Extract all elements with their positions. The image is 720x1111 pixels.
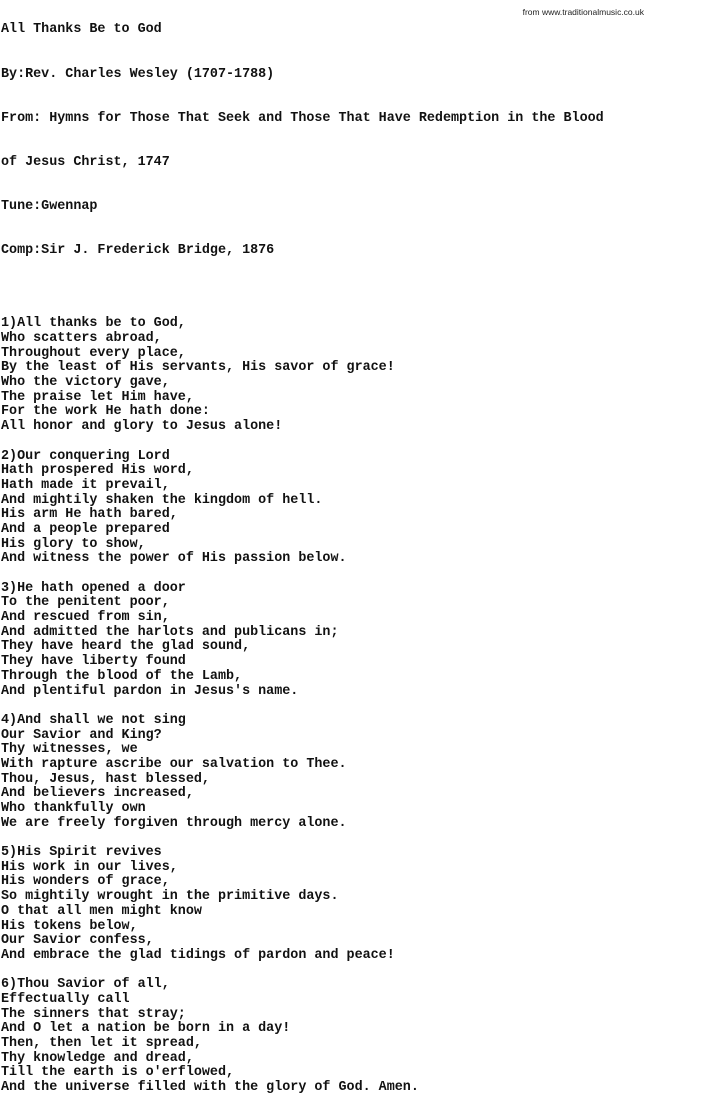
verse-line: His glory to show, bbox=[1, 536, 146, 552]
verse-line: Then, then let it spread, bbox=[1, 1036, 202, 1052]
verse-line: And embrace the glad tidings of pardon and peace! bbox=[1, 947, 395, 963]
verse-line: And admitted the harlots and publicans in; bbox=[1, 624, 339, 640]
verse-line: Through the blood of the Lamb, bbox=[1, 668, 243, 684]
verse-line: The sinners that stray; bbox=[1, 1006, 186, 1022]
verse-line: Effectually call bbox=[1, 991, 130, 1007]
verse-line: For the work He hath done: bbox=[1, 404, 210, 420]
verse-line: Thou, Jesus, hast blessed, bbox=[1, 771, 210, 787]
verse-line: 1)All thanks be to God, bbox=[1, 316, 186, 332]
verse-line: 2)Our conquering Lord bbox=[1, 448, 170, 464]
verse-line: 3)He hath opened a door bbox=[1, 580, 186, 596]
hymn-title: All Thanks Be to God bbox=[1, 22, 162, 38]
stanza-spacer bbox=[0, 435, 720, 450]
verse-line: Hath prospered His word, bbox=[1, 463, 194, 479]
verse-line: His wonders of grace, bbox=[1, 874, 170, 890]
source-watermark: from www.traditionalmusic.co.uk bbox=[522, 7, 644, 17]
stanza-1 bbox=[0, 317, 720, 435]
verse-line: And rescued from sin, bbox=[1, 610, 170, 626]
verse-line: To the penitent poor, bbox=[1, 595, 170, 611]
author-line: By:Rev. Charles Wesley (1707-1788) bbox=[1, 66, 275, 82]
stanza-2 bbox=[0, 450, 720, 568]
verse-line: The praise let Him have, bbox=[1, 389, 194, 405]
verse-line: Hath made it prevail, bbox=[1, 477, 170, 493]
source-line: From: Hymns for Those That Seek and Those That Have Redemption in the Blood bbox=[1, 110, 604, 126]
stanza-spacer bbox=[0, 303, 720, 318]
stanza-3 bbox=[0, 582, 720, 700]
stanza-spacer bbox=[0, 567, 720, 582]
verse-line: And witness the power of His passion below. bbox=[1, 551, 347, 567]
verse-line: Who thankfully own bbox=[1, 801, 146, 817]
verse-line: Thy witnesses, we bbox=[1, 742, 138, 758]
verse-line: 4)And shall we not sing bbox=[1, 712, 186, 728]
verse-line: Our Savior and King? bbox=[1, 727, 162, 743]
verse-line: Who scatters abroad, bbox=[1, 331, 162, 347]
composer-line: Comp:Sir J. Frederick Bridge, 1876 bbox=[1, 242, 275, 258]
verse-line: And plentiful pardon in Jesus's name. bbox=[1, 683, 299, 699]
stanza-4 bbox=[0, 714, 720, 832]
verse-line: His tokens below, bbox=[1, 918, 138, 934]
verse-line: And believers increased, bbox=[1, 786, 194, 802]
verse-line: All honor and glory to Jesus alone! bbox=[1, 419, 283, 435]
verse-line: His work in our lives, bbox=[1, 859, 178, 875]
verse-line: And O let a nation be born in a day! bbox=[1, 1021, 291, 1037]
verse-line: By the least of His servants, His savor of grace! bbox=[1, 360, 395, 376]
verse-line: Till the earth is o'erflowed, bbox=[1, 1065, 235, 1081]
verse-line: And a people prepared bbox=[1, 521, 170, 537]
stanza-spacer bbox=[0, 699, 720, 714]
verse-line: We are freely forgiven through mercy alone. bbox=[1, 815, 347, 831]
verse-line: Thy knowledge and dread, bbox=[1, 1050, 194, 1066]
verse-line: And the universe filled with the glory of God. Amen. bbox=[1, 1080, 419, 1096]
verse-line: They have heard the glad sound, bbox=[1, 639, 251, 655]
verse-line: O that all men might know bbox=[1, 903, 202, 919]
verse-line: And mightily shaken the kingdom of hell. bbox=[1, 492, 323, 508]
verse-line: Our Savior confess, bbox=[1, 933, 154, 949]
verse-line: They have liberty found bbox=[1, 654, 186, 670]
verse-line: 6)Thou Savior of all, bbox=[1, 977, 170, 993]
source-line-continued: of Jesus Christ, 1747 bbox=[1, 154, 170, 170]
stanza-6 bbox=[0, 978, 720, 1096]
verse-line: With rapture ascribe our salvation to Thee. bbox=[1, 756, 347, 772]
stanza-list bbox=[0, 303, 720, 1096]
stanza-spacer bbox=[0, 831, 720, 846]
stanza-spacer bbox=[0, 964, 720, 979]
verse-line: 5)His Spirit revives bbox=[1, 845, 162, 861]
verse-line: Throughout every place, bbox=[1, 345, 186, 361]
verse-line: His arm He hath bared, bbox=[1, 507, 178, 523]
verse-line: Who the victory gave, bbox=[1, 375, 170, 391]
tune-line: Tune:Gwennap bbox=[1, 198, 98, 214]
stanza-5 bbox=[0, 846, 720, 964]
verse-line: So mightily wrought in the primitive days. bbox=[1, 889, 339, 905]
